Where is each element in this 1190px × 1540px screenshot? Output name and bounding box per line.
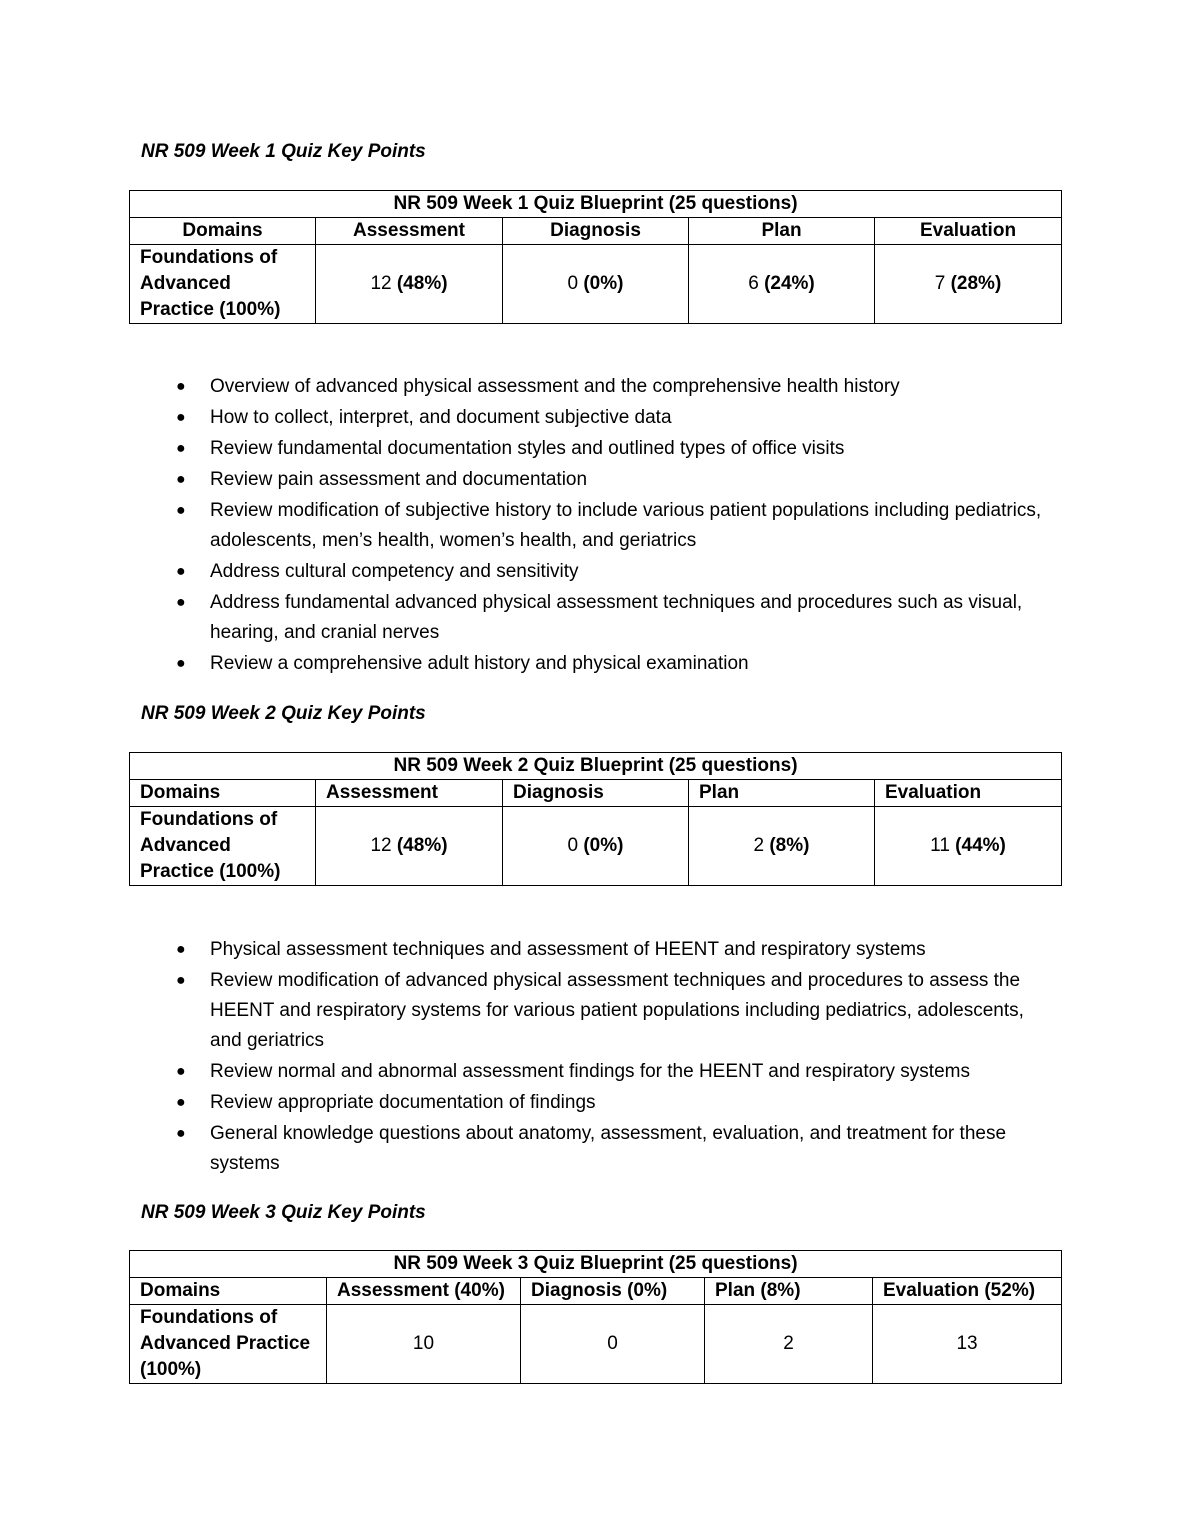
header-evaluation: Evaluation (875, 218, 1062, 245)
list-item: ● Review normal and abnormal assessment findings for the HEENT and respiratory systems (180, 1057, 1060, 1087)
bullet-icon: ● (176, 594, 186, 611)
cell-plan: 2 (8%) (689, 807, 875, 886)
row-label: Foundations of Advanced Practice (100%) (130, 1305, 327, 1384)
list-item: ● Review modification of advanced physical assessment techniques and procedures to assess the HEENT and respiratory systems for various patient populations including pediatrics, adolescents, and geriatrics (180, 966, 1060, 1056)
header-diagnosis: Diagnosis (503, 218, 689, 245)
header-assessment: Assessment (40%) (327, 1278, 521, 1305)
cell-evaluation: 7 (28%) (875, 245, 1062, 324)
list-item: ● Physical assessment techniques and assessment of HEENT and respiratory systems (180, 935, 1060, 965)
header-plan: Plan (689, 218, 875, 245)
bullet-icon: ● (176, 378, 186, 395)
row-label: Foundations of Advanced Practice (100%) (130, 245, 316, 324)
table-title: NR 509 Week 2 Quiz Blueprint (25 questions) (130, 753, 1062, 780)
cell-diagnosis: 0 (0%) (503, 245, 689, 324)
list-item: ● Review modification of subjective history to include various patient populations including pediatrics, adolescents, men’s health, women’s health, and geriatrics (180, 496, 1060, 556)
cell-evaluation: 11 (44%) (875, 807, 1062, 886)
bullet-icon: ● (176, 1063, 186, 1080)
header-domains: Domains (130, 218, 316, 245)
bullet-icon: ● (176, 471, 186, 488)
header-plan: Plan (689, 780, 875, 807)
cell-assessment: 10 (327, 1305, 521, 1384)
bullet-icon: ● (176, 440, 186, 457)
week2-key-points (176, 935, 1060, 1180)
cell-plan: 6 (24%) (689, 245, 875, 324)
table-title: NR 509 Week 3 Quiz Blueprint (25 questions) (130, 1251, 1062, 1278)
header-domains: Domains (130, 1278, 327, 1305)
list-item: ● Review appropriate documentation of findings (180, 1088, 1060, 1118)
cell-assessment: 12 (48%) (316, 245, 503, 324)
header-evaluation: Evaluation (875, 780, 1062, 807)
bullet-icon: ● (176, 502, 186, 519)
bullet-icon: ● (176, 1094, 186, 1111)
week2-heading: NR 509 Week 2 Quiz Key Points (141, 703, 426, 724)
header-assessment: Assessment (316, 780, 503, 807)
list-item: ● Address cultural competency and sensitivity (180, 557, 1060, 587)
cell-plan: 2 (705, 1305, 873, 1384)
list-item: ● How to collect, interpret, and document subjective data (180, 403, 1060, 433)
bullet-icon: ● (176, 941, 186, 958)
header-domains: Domains (130, 780, 316, 807)
list-item: ● Address fundamental advanced physical assessment techniques and procedures such as visual, hearing, and cranial nerves (180, 588, 1060, 648)
header-evaluation: Evaluation (52%) (873, 1278, 1062, 1305)
week3-heading: NR 509 Week 3 Quiz Key Points (141, 1202, 426, 1223)
list-item: ● Overview of advanced physical assessment and the comprehensive health history (180, 372, 1060, 402)
table-title: NR 509 Week 1 Quiz Blueprint (25 questions) (130, 191, 1062, 218)
bullet-icon: ● (176, 1125, 186, 1142)
bullet-icon: ● (176, 563, 186, 580)
list-item: ● Review fundamental documentation styles and outlined types of office visits (180, 434, 1060, 464)
bullet-icon: ● (176, 409, 186, 426)
header-diagnosis: Diagnosis (503, 780, 689, 807)
header-assessment: Assessment (316, 218, 503, 245)
week2-blueprint-table (129, 752, 1062, 886)
bullet-icon: ● (176, 972, 186, 989)
week1-blueprint-table (129, 190, 1062, 324)
week1-heading: NR 509 Week 1 Quiz Key Points (141, 141, 426, 162)
header-plan: Plan (8%) (705, 1278, 873, 1305)
cell-diagnosis: 0 (0%) (503, 807, 689, 886)
cell-assessment: 12 (48%) (316, 807, 503, 886)
header-diagnosis: Diagnosis (0%) (521, 1278, 705, 1305)
week3-blueprint-table (129, 1250, 1062, 1384)
list-item: ● Review pain assessment and documentation (180, 465, 1060, 495)
list-item: ● General knowledge questions about anatomy, assessment, evaluation, and treatment for these systems (180, 1119, 1060, 1179)
cell-diagnosis: 0 (521, 1305, 705, 1384)
list-item: ● Review a comprehensive adult history and physical examination (180, 649, 1060, 679)
row-label: Foundations of Advanced Practice (100%) (130, 807, 316, 886)
bullet-icon: ● (176, 655, 186, 672)
week1-key-points (176, 372, 1060, 680)
cell-evaluation: 13 (873, 1305, 1062, 1384)
